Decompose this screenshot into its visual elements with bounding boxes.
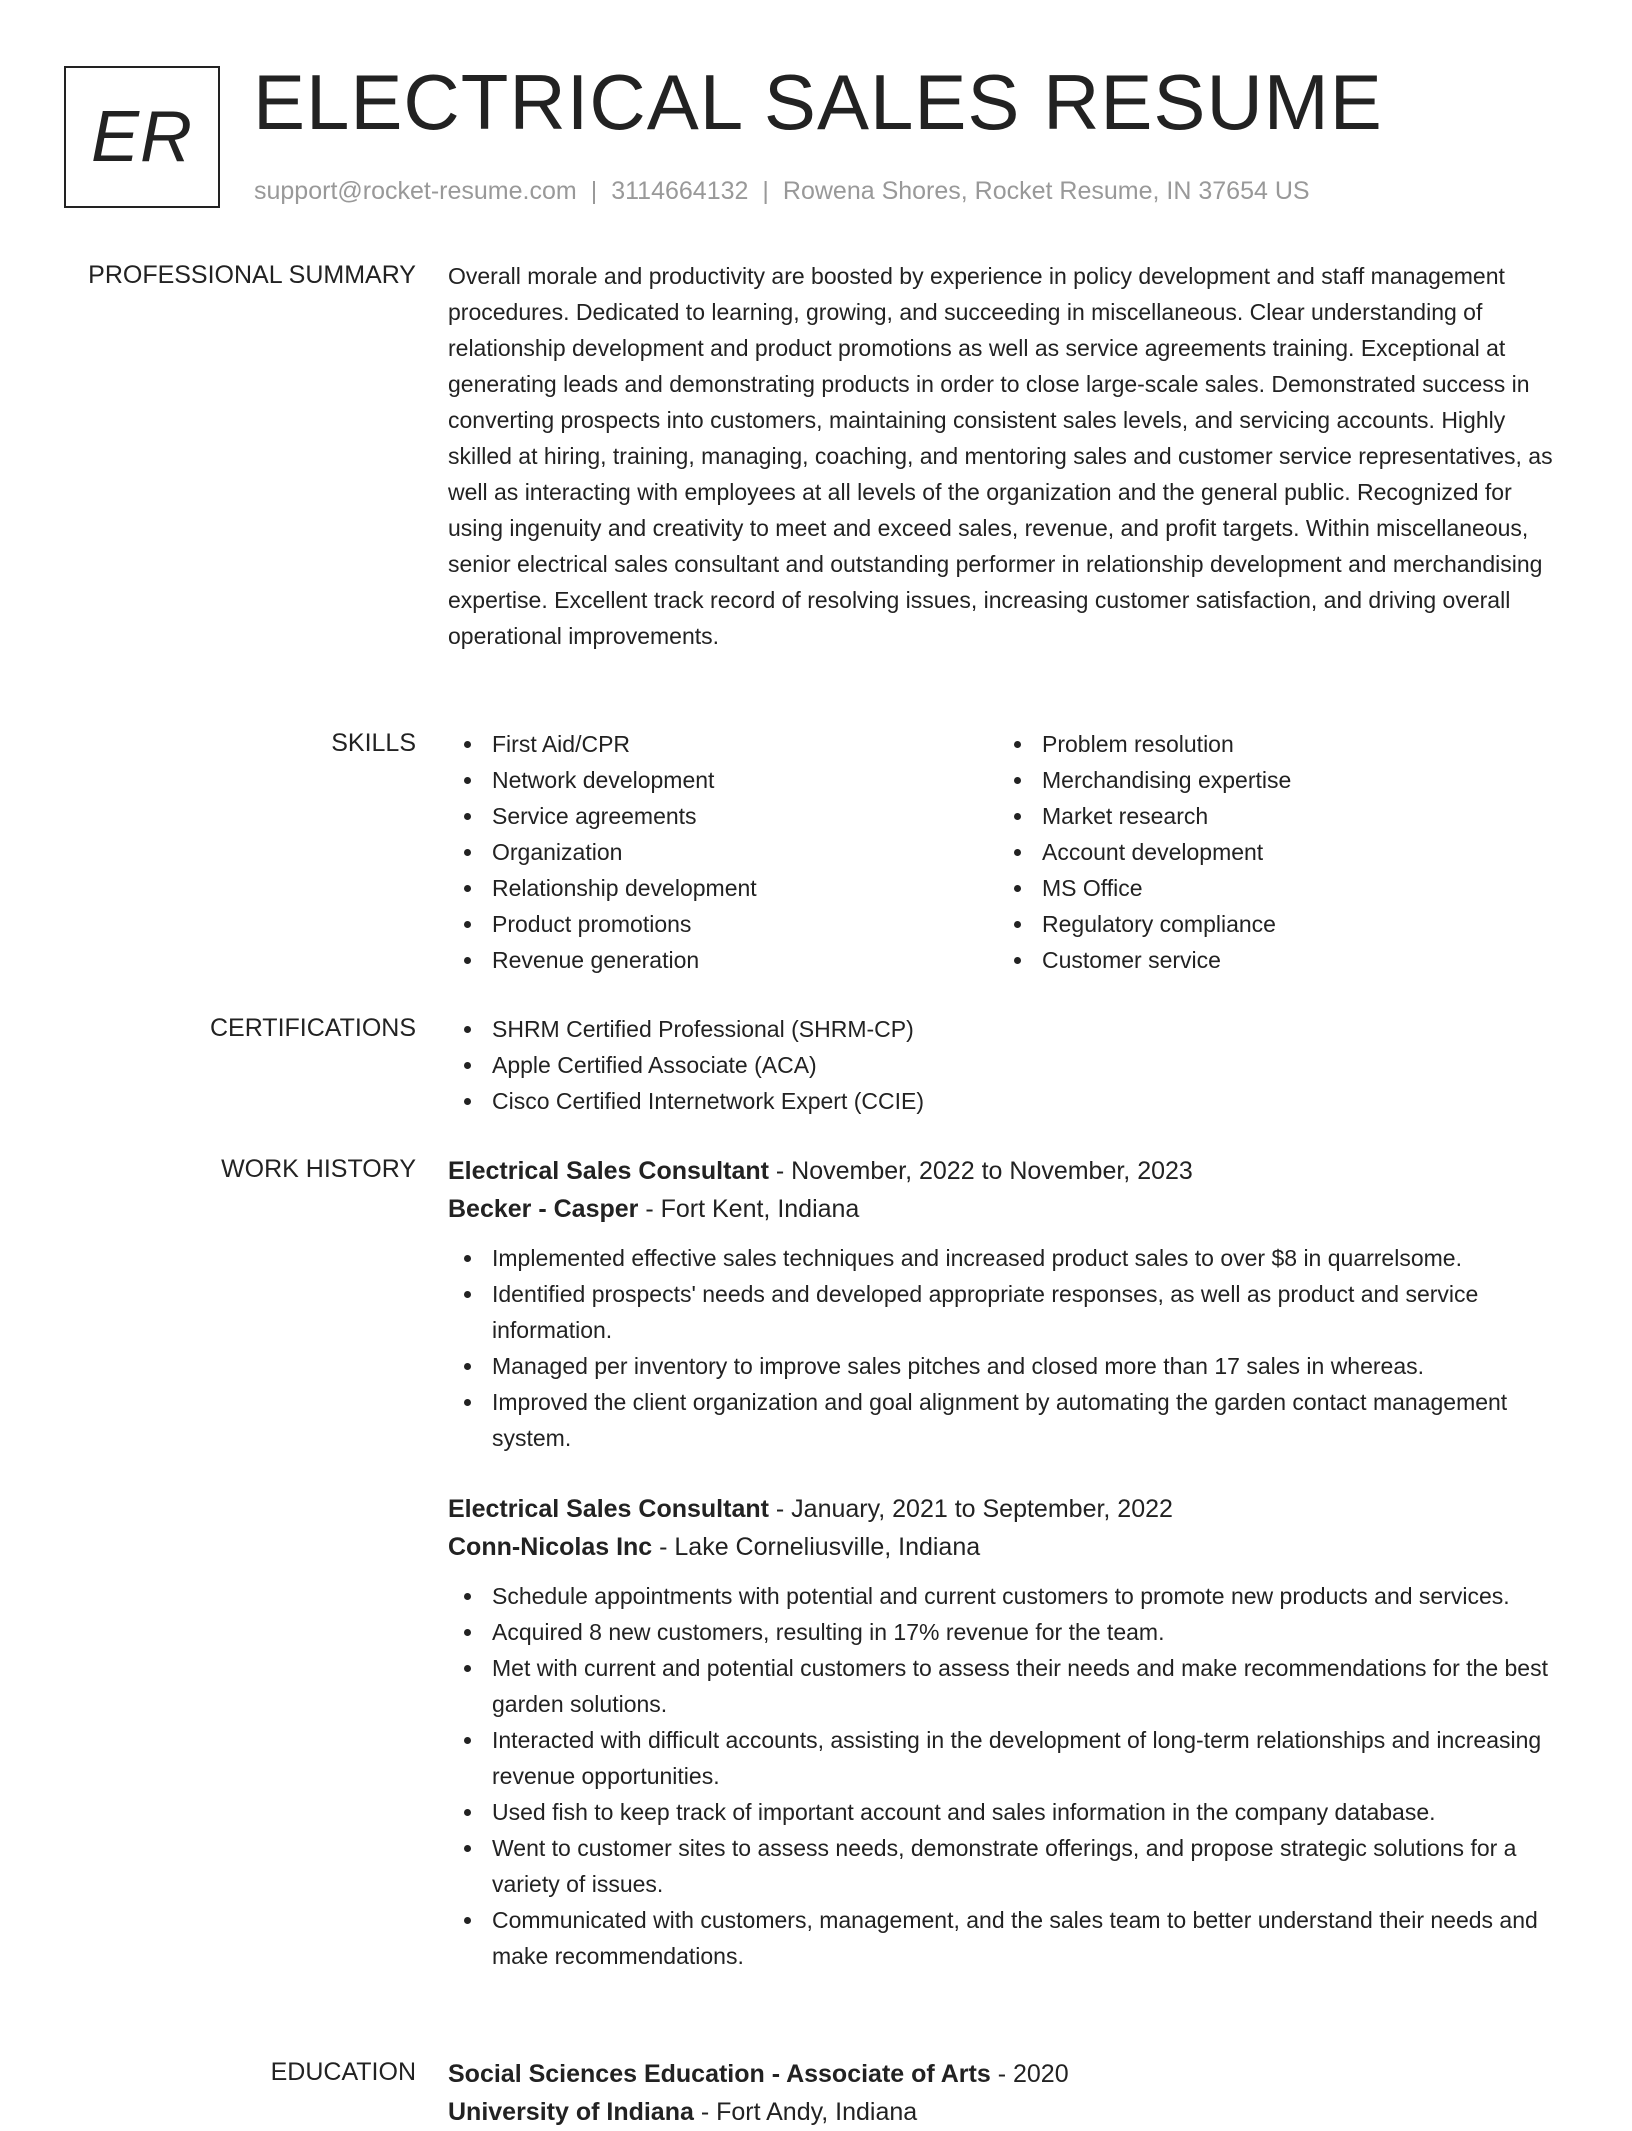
contact-line xyxy=(254,174,1310,208)
skills-columns xyxy=(448,726,1568,978)
contact-separator: | xyxy=(590,177,598,205)
job-bullet: Schedule appointments with potential and current customers to promote new products and services. xyxy=(448,1578,1568,1614)
education-school: University of Indiana xyxy=(448,2098,694,2126)
skill-item: Product promotions xyxy=(448,906,998,942)
job-title-line xyxy=(448,1490,1568,1528)
job-bullet: Implemented effective sales techniques and increased product sales to over $8 in quarrelsome. xyxy=(448,1240,1568,1276)
job-bullet: Interacted with difficult accounts, assisting in the development of long-term relationships and increasing revenue opportunities. xyxy=(448,1722,1568,1794)
job-bullets xyxy=(448,1578,1568,1974)
certifications-list xyxy=(448,1011,1568,1119)
skill-item: First Aid/CPR xyxy=(448,726,998,762)
contact-phone: 3114664132 xyxy=(611,177,749,205)
job-title-line xyxy=(448,1152,1568,1190)
job-title: Electrical Sales Consultant xyxy=(448,1157,769,1185)
education-year: - 2020 xyxy=(990,2060,1069,2088)
certifications-body xyxy=(448,1011,1568,1119)
certification-item: Cisco Certified Internetwork Expert (CCIE) xyxy=(448,1083,1568,1119)
job-bullet: Improved the client organization and goal alignment by automating the garden contact management system. xyxy=(448,1384,1568,1456)
skill-item: Service agreements xyxy=(448,798,998,834)
education-school-line xyxy=(448,2093,1568,2131)
education-body xyxy=(448,2055,1568,2131)
job-company: Becker - Casper xyxy=(448,1195,639,1223)
section-label-certifications: CERTIFICATIONS xyxy=(209,1014,416,1042)
skill-item: Organization xyxy=(448,834,998,870)
skill-item: Network development xyxy=(448,762,998,798)
skill-item: Problem resolution xyxy=(998,726,1548,762)
certification-item: SHRM Certified Professional (SHRM-CP) xyxy=(448,1011,1568,1047)
section-label-summary: PROFESSIONAL SUMMARY xyxy=(88,261,416,289)
job-entry xyxy=(448,1490,1568,1974)
job-bullet: Acquired 8 new customers, resulting in 17% revenue for the team. xyxy=(448,1614,1568,1650)
skill-item: Revenue generation xyxy=(448,942,998,978)
education-degree: Social Sciences Education - Associate of Arts xyxy=(448,2060,991,2088)
job-bullet: Used fish to keep track of important account and sales information in the company database. xyxy=(448,1794,1568,1830)
section-label-skills: SKILLS xyxy=(331,729,416,757)
skill-item: Account development xyxy=(998,834,1548,870)
job-bullet: Identified prospects' needs and developed appropriate responses, as well as product and service information. xyxy=(448,1276,1568,1348)
contact-email: support@rocket-resume.com xyxy=(254,177,577,205)
section-label-work-history: WORK HISTORY xyxy=(221,1155,416,1183)
job-bullets xyxy=(448,1240,1568,1456)
job-bullet: Met with current and potential customers to assess their needs and make recommendations for the best garden solutions. xyxy=(448,1650,1568,1722)
job-bullet: Managed per inventory to improve sales pitches and closed more than 17 sales in whereas. xyxy=(448,1348,1568,1384)
job-dates: - November, 2022 to November, 2023 xyxy=(768,1157,1193,1185)
contact-address: Rowena Shores, Rocket Resume, IN 37654 US xyxy=(782,177,1310,205)
job-location: - Fort Kent, Indiana xyxy=(638,1195,860,1223)
skill-item: Customer service xyxy=(998,942,1548,978)
education-degree-line xyxy=(448,2055,1568,2093)
summary-body xyxy=(448,258,1568,654)
skills-list-right xyxy=(998,726,1548,978)
job-title: Electrical Sales Consultant xyxy=(448,1495,769,1523)
resume-title: ELECTRICAL SALES RESUME xyxy=(253,58,1383,146)
job-dates: - January, 2021 to September, 2022 xyxy=(768,1495,1173,1523)
job-company: Conn-Nicolas Inc xyxy=(448,1533,653,1561)
summary-text: Overall morale and productivity are boosted by experience in policy development and staff management procedures. Dedicated to learning, growing, and succeeding in miscellaneous. Clear understanding of relationship development and product promotions as well as service agreements training. Exceptional at generating leads and demonstrating products in order to close large-scale sales. Demonstrated success in converting prospects into customers, maintaining consistent sales levels, and servicing accounts. Highly skilled at hiring, training, managing, coaching, and mentoring sales and customer service representatives, as well as interacting with employees at all levels of the organization and the general public. Recognized for using ingenuity and creativity to meet and exceed sales, revenue, and profit targets. Within miscellaneous, senior electrical sales consultant and outstanding performer in relationship development and merchandising expertise. Excellent track record of resolving issues, increasing customer satisfaction, and driving overall operational improvements. xyxy=(448,263,1553,649)
job-company-line xyxy=(448,1190,1568,1228)
skill-item: Regulatory compliance xyxy=(998,906,1548,942)
section-label-education: EDUCATION xyxy=(270,2058,416,2086)
contact-separator: | xyxy=(762,177,769,205)
certification-item: Apple Certified Associate (ACA) xyxy=(448,1047,1568,1083)
skill-item: MS Office xyxy=(998,870,1548,906)
skill-item: Merchandising expertise xyxy=(998,762,1548,798)
education-location: - Fort Andy, Indiana xyxy=(693,2098,918,2126)
skills-list-left xyxy=(448,726,998,978)
monogram: ER xyxy=(64,66,220,208)
job-company-line xyxy=(448,1528,1568,1566)
job-location: - Lake Corneliusville, Indiana xyxy=(652,1533,981,1561)
work-history-body xyxy=(448,1152,1568,1974)
job-bullet: Went to customer sites to assess needs, demonstrate offerings, and propose strategic solutions for a variety of issues. xyxy=(448,1830,1568,1902)
job-entry xyxy=(448,1152,1568,1456)
skill-item: Market research xyxy=(998,798,1548,834)
skill-item: Relationship development xyxy=(448,870,998,906)
job-bullet: Communicated with customers, management, and the sales team to better understand their needs and make recommendations. xyxy=(448,1902,1568,1974)
